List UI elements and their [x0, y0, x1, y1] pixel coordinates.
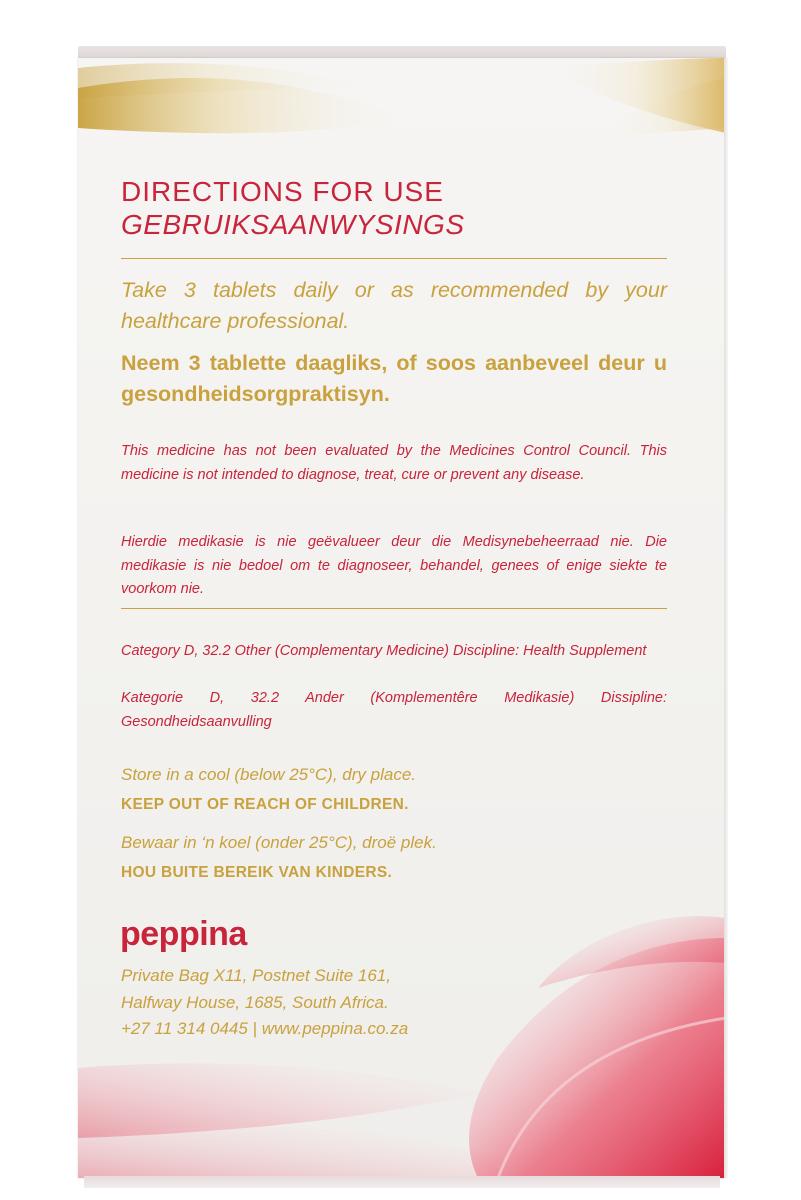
storage-instructions: Store in a cool (below 25°C), dry place. [121, 765, 416, 784]
box-edge [724, 58, 728, 1178]
dosage-instructions-afrikaans: Neem 3 tablette daagliks, of soos aanbeveel deur u gesondheidsorgpraktisyn. [121, 351, 667, 406]
children-warning-afrikaans: HOU BUITE BEREIK VAN KINDERS. [121, 864, 393, 881]
divider-top [121, 258, 667, 259]
address-line: Halfway House, 1685, South Africa. [121, 993, 389, 1012]
children-warning: KEEP OUT OF REACH OF CHILDREN. [121, 796, 409, 813]
address-line: Private Bag X11, Postnet Suite 161, [121, 966, 391, 985]
dosage-instructions: Take 3 tablets daily or as recommended by your healthcare professional. [121, 278, 667, 333]
contact-line: +27 11 314 0445 | www.peppina.co.za [121, 1019, 409, 1038]
brand-logo: peppina [120, 915, 247, 953]
category-text-afrikaans: Kategorie D, 32.2 Ander (Komplementêre Medikasie) Dissipline: Gesondheidsaanvulling [121, 690, 667, 730]
disclaimer-text: This medicine has not been evaluated by the Medicines Control Council. This medicine is not intended to diagnose, treat, cure or prevent any disease. [121, 443, 667, 483]
divider-middle [121, 608, 667, 609]
disclaimer-text-afrikaans: Hierdie medikasie is nie geëvalueer deur die Medisynebeheerraad nie. Die medikasie is nie bedoel om te diagnoseer, behandel, genees of enige siekte te voorkom nie. [121, 534, 667, 597]
directions-heading-afrikaans: GEBRUIKSAANWYSINGS [121, 209, 465, 240]
directions-heading: DIRECTIONS FOR USE [121, 176, 444, 207]
storage-instructions-afrikaans: Bewaar in ‘n koel (onder 25°C), droë plek. [121, 833, 437, 852]
category-text: Category D, 32.2 Other (Complementary Medicine) Discipline: Health Supplement [121, 643, 647, 659]
box-bottom-flap [84, 1176, 720, 1188]
